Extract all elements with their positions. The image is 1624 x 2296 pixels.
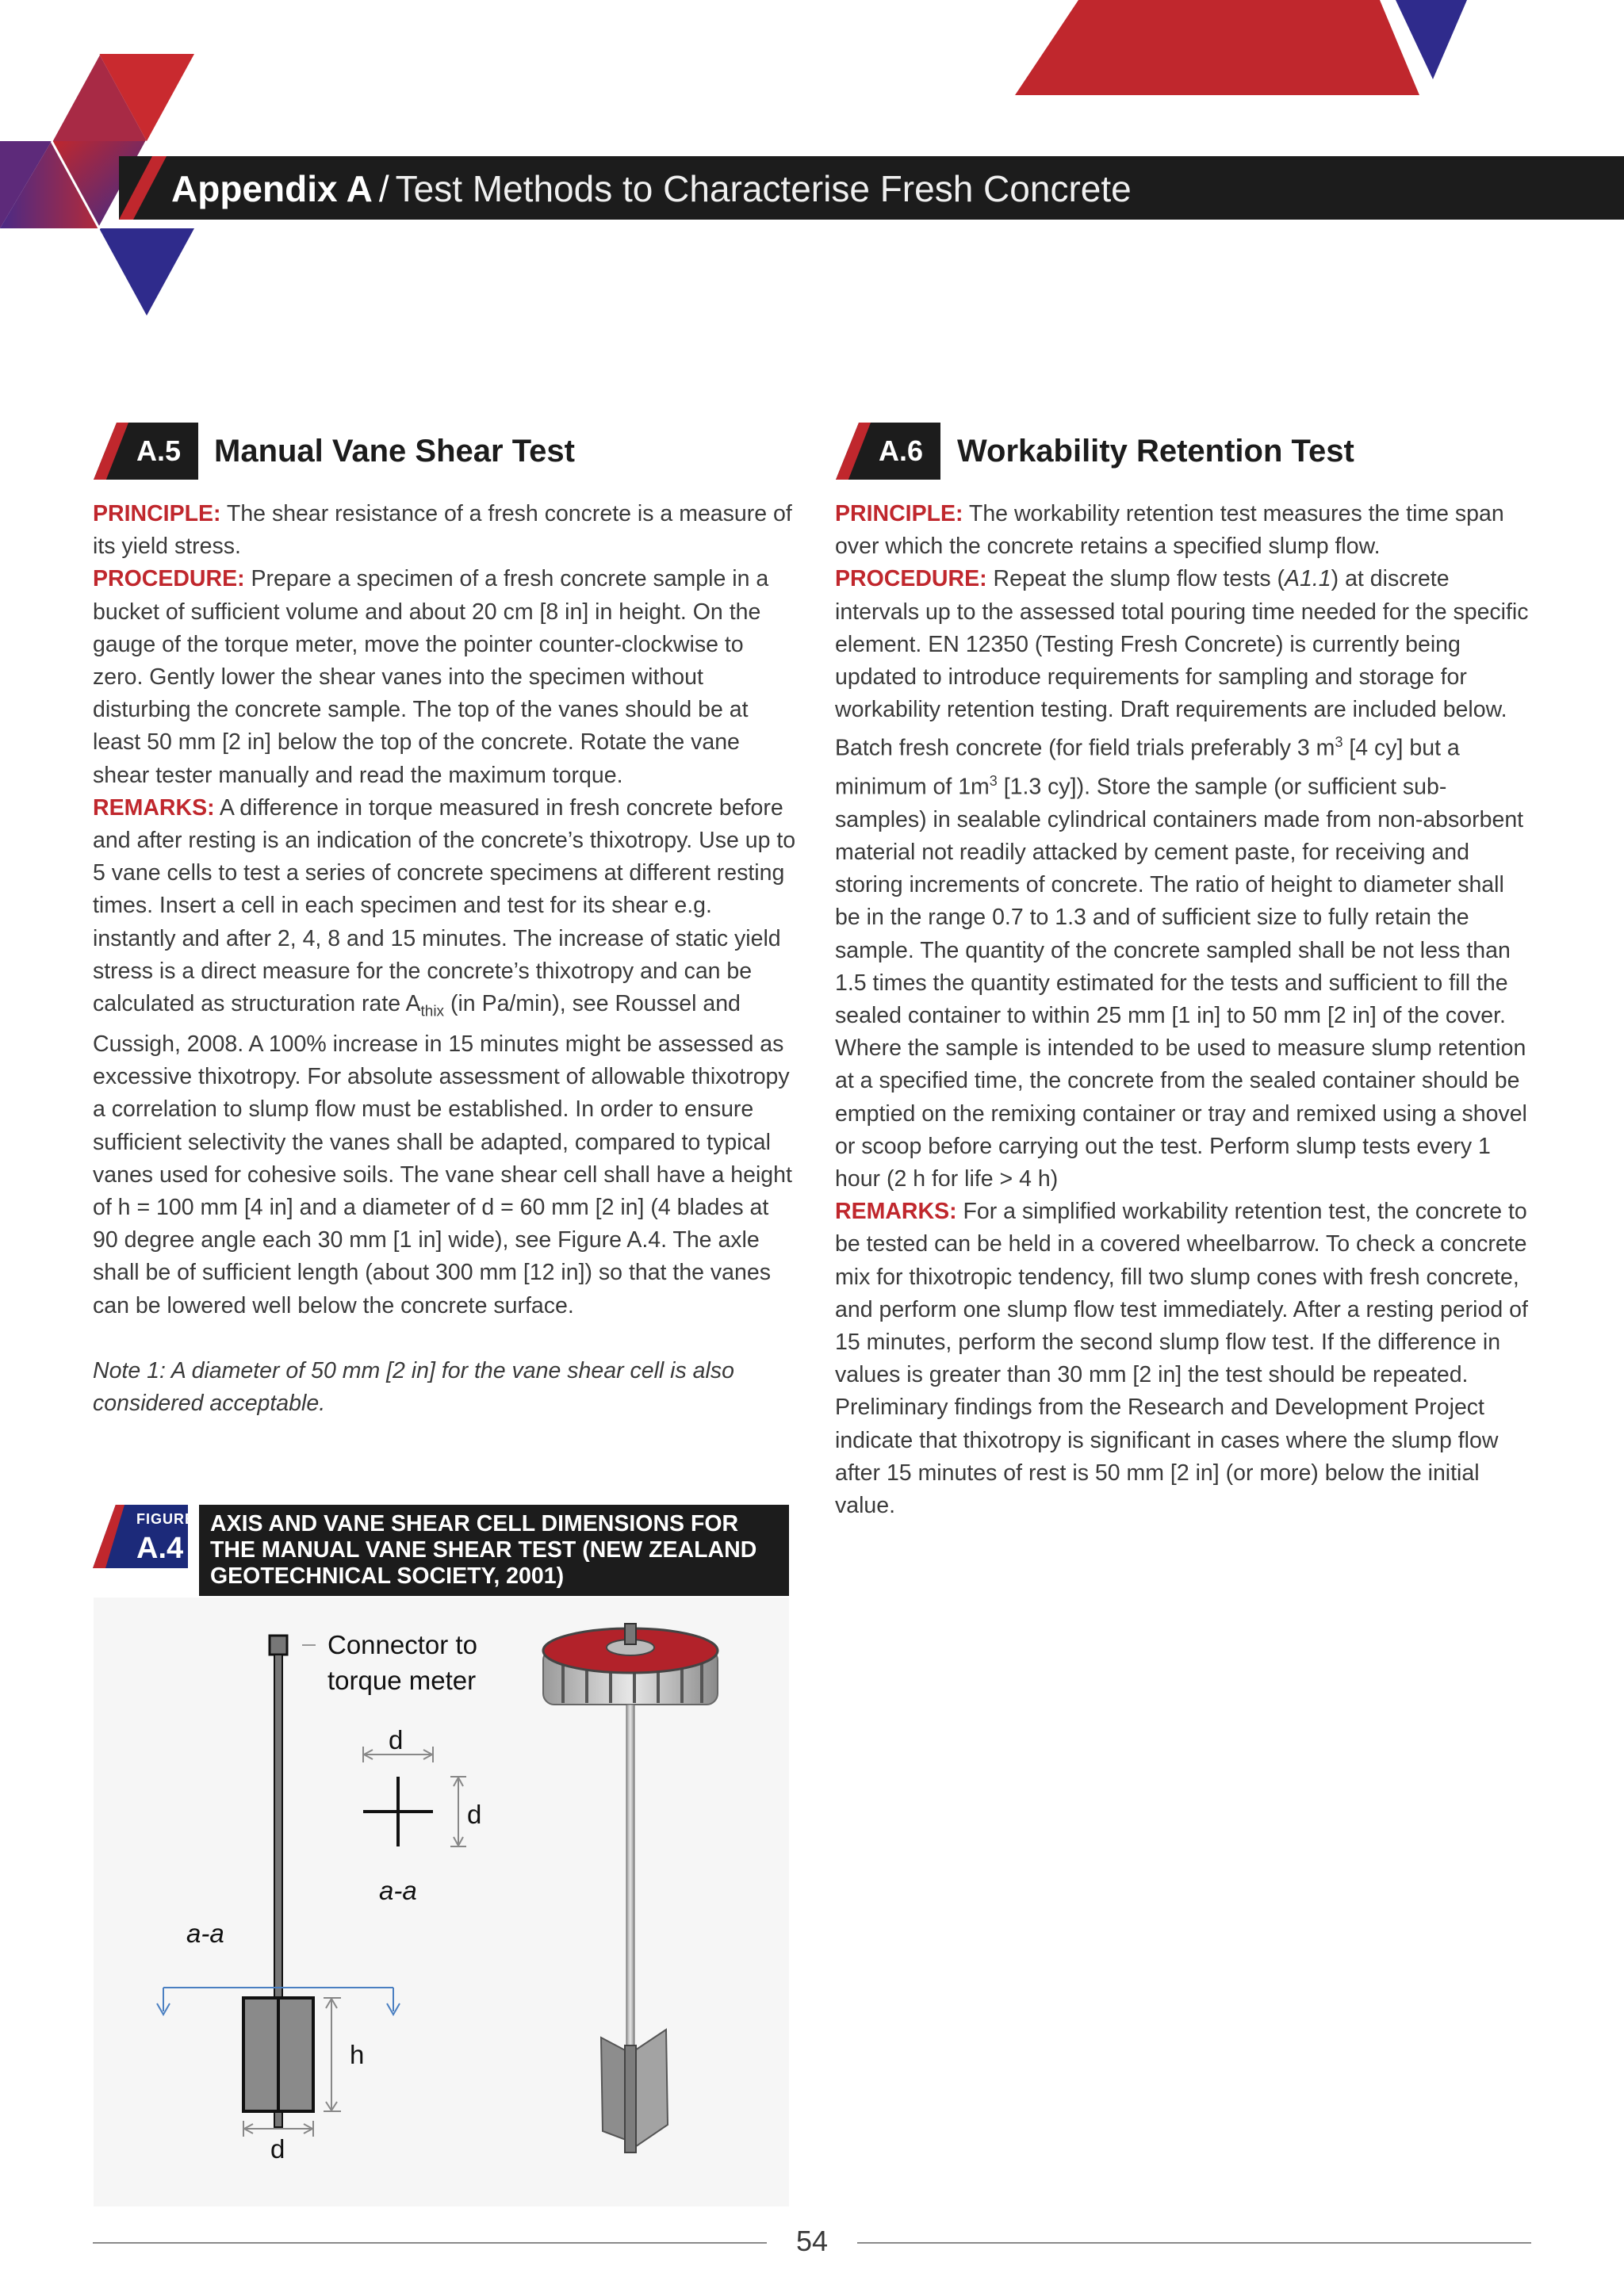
- connector-label-line2: torque meter: [327, 1666, 477, 1695]
- remarks-paragraph: [835, 1196, 1533, 1522]
- procedure-label: PROCEDURE:: [835, 566, 987, 592]
- appendix-label: Appendix A: [171, 168, 373, 209]
- procedure-reference: A1.1: [1285, 566, 1331, 592]
- section-body-a6: [835, 498, 1533, 1522]
- remarks-label: REMARKS:: [835, 1199, 957, 1225]
- remarks-paragraph: [93, 792, 799, 1322]
- section-number-a5: A.5: [136, 434, 182, 467]
- appendix-title: Test Methods to Characterise Fresh Concrete: [395, 168, 1132, 209]
- dimension-d-bottom: d: [270, 2134, 285, 2164]
- dimension-h: h: [350, 2040, 365, 2069]
- procedure-text-1: Repeat the slump flow tests (: [986, 566, 1285, 592]
- remarks-subscript: thix: [420, 1003, 445, 1020]
- procedure-text: Prepare a specimen of a fresh concrete sample in a bucket of sufficient volume and about 20 cm [8 in] in height. On the gauge of the torque meter, move the pointer counter-clockwise to zero. Gently lower the shear vanes into the specimen without disturbing the concrete sample. The top of the vanes should be at least 50 mm [2 in] below the top of the concrete. Rotate the vane shear tester manually and read the maximum torque.: [93, 566, 769, 788]
- remarks-text-2: (in Pa/min), see Roussel and Cussigh, 2008. A 100% increase in 15 minutes might be assessed as excessive thixotropy. For absolute assessment of allowable thixotropy a correlation to slump flow must be established. In order to ensure sufficient selectivity the vanes shall be adapted, compared to typical vanes used for cohesive soils. The vane shear cell shall have a height of h = 100 mm [4 in] and a diameter of d = 60 mm [2 in] (4 blades at 90 degree angle each 30 mm [1 in] wide), see Figure A.4. The axle shall be of sufficient length (about 300 mm [12 in]) so that the vanes can be lowered well below the concrete surface.: [93, 991, 792, 1318]
- batch-text-1: Batch fresh concrete (for field trials preferably 3 m: [835, 735, 1335, 761]
- figure-number: A.4: [136, 1532, 184, 1565]
- principle-label: PRINCIPLE:: [835, 501, 963, 526]
- procedure-paragraph: [93, 563, 799, 791]
- figure-caption: AXIS AND VANE SHEAR CELL DIMENSIONS FOR THE MANUAL VANE SHEAR TEST (NEW ZEALAND GEOTECHNICAL SOCIETY, 2001): [199, 1505, 789, 1596]
- principle-paragraph: [835, 498, 1533, 563]
- section-body-a5: [93, 498, 799, 1420]
- footer-rule-right: [857, 2242, 1531, 2244]
- title-separator: /: [378, 168, 389, 209]
- batch-paragraph: [835, 726, 1533, 1196]
- page-number: 54: [795, 2225, 829, 2257]
- procedure-text-2: ) at discrete intervals up to the assessed total pouring time needed for the specific element. EN 12350 (Testing Fresh Concrete) is currently being updated to introduce requirements for sampling and storage for workability retention testing. Draft requirements are included below.: [835, 566, 1529, 723]
- connector-label-line1: Connector to: [327, 1630, 477, 1659]
- remarks-text-1: A difference in torque measured in fresh concrete before and after resting is an indication of the concrete’s thixotropy. Use up to 5 vane cells to test a series of concrete specimens at different resting times. Insert a cell in each specimen and test for its shear e.g. instantly and after 2, 4, 8 and 15 minutes. The increase of static yield stress is a direct measure for the concrete’s thixotropy and can be calculated as structuration rate A: [93, 794, 796, 1017]
- batch-text-2: [4 cy] but a minimum of 1m: [835, 735, 1460, 800]
- dimension-d-top: d: [389, 1725, 404, 1755]
- page-title: [171, 165, 1132, 212]
- remarks-text: For a simplified workability retention test, the concrete to be tested can be held in a covered wheelbarrow. To check a concrete mix for thixotropic tendency, fill two slump cones with fresh concrete, and perform one slump flow test immediately. After a resting period of 15 minutes, perform the second slump flow test. If the difference in values is greater than 30 mm [2 in] the test should be repeated. Preliminary findings from the Research and Development Project indicate that thixotropy is significant in cases where the slump flow after 15 minutes of rest is 50 mm [2 in] (or more) below the initial value.: [835, 1199, 1528, 1519]
- principle-paragraph: [93, 498, 799, 563]
- principle-text: The workability retention test measures the time span over which the concrete retains a specified slump flow.: [835, 501, 1504, 560]
- section-label-left: a-a: [186, 1919, 224, 1948]
- principle-text: The shear resistance of a fresh concrete is a measure of its yield stress.: [93, 501, 792, 560]
- remarks-label: REMARKS:: [93, 794, 215, 821]
- note-text: Note 1: A diameter of 50 mm [2 in] for the vane shear cell is also considered acceptable.: [93, 1357, 734, 1416]
- batch-text-3: [1.3 cy]). Store the sample (or sufficient sub-samples) in sealable cylindrical containers made from non-absorbent material not readily attacked by cement paste, for receiving and storing increments of concrete. The ratio of height to diameter shall be in the range 0.7 to 1.3 and of sufficient size to fully retain the sample. The quantity of the concrete sampled shall be not less than 1.5 times the quantity estimated for the tests and sufficient to fill the sealed container to within 25 mm [1 in] to 50 mm [2 in] of the cover. Where the sample is intended to be used to measure slump retention at a specified time, the concrete from the sealed container should be emptied on the remixing container or tray and remixed using a shovel or scoop before carrying out the test. Perform slump tests every 1 hour (2 h for life > 4 h): [835, 774, 1527, 1192]
- dimension-d-side: d: [467, 1800, 482, 1829]
- procedure-label: PROCEDURE:: [93, 566, 245, 592]
- batch-sup-2: 3: [989, 773, 998, 790]
- figure-word: FIGURE: [136, 1511, 196, 1527]
- section-number-a6: A.6: [878, 434, 924, 467]
- principle-label: PRINCIPLE:: [93, 501, 221, 526]
- decorative-triangles-right: [1015, 0, 1491, 99]
- section-label-small: a-a: [379, 1876, 417, 1905]
- section-title-a6: Workability Retention Test: [957, 434, 1354, 469]
- batch-sup-1: 3: [1335, 734, 1343, 751]
- procedure-paragraph: [835, 563, 1533, 726]
- section-title-a5: Manual Vane Shear Test: [214, 434, 575, 469]
- vane-tester-illustration: [539, 1617, 730, 2172]
- header-slash: [119, 156, 167, 220]
